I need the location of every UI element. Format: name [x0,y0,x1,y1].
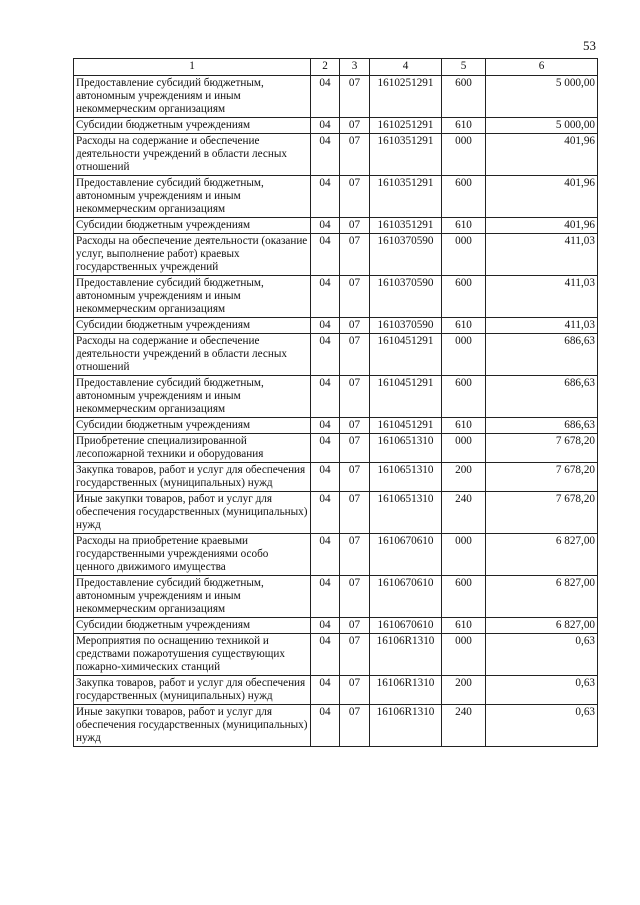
row-name: Предоставление субсидий бюджетным, автономным учреждениям и иным некоммерческим организациям [74,576,311,618]
row-name: Иные закупки товаров, работ и услуг для обеспечения государственных (муниципальных) нужд [74,705,311,747]
row-expense-type: 240 [442,492,486,534]
row-expense-type: 600 [442,76,486,118]
row-name: Предоставление субсидий бюджетным, автономным учреждениям и иным некоммерческим организациям [74,176,311,218]
table-row [74,434,598,463]
row-amount: 6 827,00 [486,534,598,576]
table-row [74,418,598,434]
table-row [74,676,598,705]
row-name: Иные закупки товаров, работ и услуг для обеспечения государственных (муниципальных) нужд [74,492,311,534]
row-amount: 686,63 [486,418,598,434]
row-target-article: 1610651310 [370,434,442,463]
row-amount: 7 678,20 [486,492,598,534]
row-subsection: 07 [340,376,370,418]
row-target-article: 16106R1310 [370,705,442,747]
row-amount: 411,03 [486,318,598,334]
row-name: Расходы на содержание и обеспечение деятельности учреждений в области лесных отношений [74,134,311,176]
row-subsection: 07 [340,463,370,492]
row-amount: 0,63 [486,634,598,676]
row-section: 04 [311,534,340,576]
row-expense-type: 240 [442,705,486,747]
row-name: Приобретение специализированной лесопожарной техники и оборудования [74,434,311,463]
row-expense-type: 000 [442,434,486,463]
row-target-article: 16106R1310 [370,634,442,676]
row-section: 04 [311,676,340,705]
row-section: 04 [311,118,340,134]
row-subsection: 07 [340,418,370,434]
row-target-article: 1610651310 [370,492,442,534]
row-target-article: 1610251291 [370,118,442,134]
row-subsection: 07 [340,534,370,576]
header-col-1: 1 [74,59,311,76]
row-target-article: 1610670610 [370,618,442,634]
header-col-5: 5 [442,59,486,76]
row-expense-type: 600 [442,376,486,418]
table-row [74,492,598,534]
page-number: 53 [583,38,596,53]
row-expense-type: 000 [442,234,486,276]
row-name: Расходы на обеспечение деятельности (оказание услуг, выполнение работ) краевых государственных учреждений [74,234,311,276]
row-name: Субсидии бюджетным учреждениям [74,218,311,234]
table-row [74,576,598,618]
header-col-4: 4 [370,59,442,76]
row-subsection: 07 [340,318,370,334]
row-section: 04 [311,634,340,676]
row-target-article: 1610351291 [370,218,442,234]
row-name: Расходы на содержание и обеспечение деятельности учреждений в области лесных отношений [74,334,311,376]
row-amount: 6 827,00 [486,576,598,618]
row-expense-type: 610 [442,118,486,134]
row-expense-type: 000 [442,334,486,376]
table-row [74,376,598,418]
row-section: 04 [311,618,340,634]
row-subsection: 07 [340,118,370,134]
row-name: Предоставление субсидий бюджетным, автономным учреждениям и иным некоммерческим организациям [74,376,311,418]
row-subsection: 07 [340,234,370,276]
row-target-article: 1610670610 [370,534,442,576]
row-name: Субсидии бюджетным учреждениям [74,618,311,634]
header-col-6: 6 [486,59,598,76]
table-row [74,534,598,576]
row-section: 04 [311,434,340,463]
header-col-3: 3 [340,59,370,76]
row-subsection: 07 [340,676,370,705]
row-expense-type: 610 [442,318,486,334]
row-target-article: 1610351291 [370,134,442,176]
row-amount: 686,63 [486,376,598,418]
row-section: 04 [311,376,340,418]
table-row [74,234,598,276]
table-row [74,318,598,334]
table-row [74,76,598,118]
row-section: 04 [311,276,340,318]
row-name: Субсидии бюджетным учреждениям [74,418,311,434]
row-name: Предоставление субсидий бюджетным, автономным учреждениям и иным некоммерческим организациям [74,276,311,318]
row-section: 04 [311,134,340,176]
row-subsection: 07 [340,276,370,318]
row-section: 04 [311,418,340,434]
row-section: 04 [311,705,340,747]
row-name: Мероприятия по оснащению техникой и средствами пожаротушения существующих пожарно-химических станций [74,634,311,676]
row-subsection: 07 [340,176,370,218]
row-expense-type: 610 [442,418,486,434]
row-subsection: 07 [340,76,370,118]
row-section: 04 [311,318,340,334]
table-row [74,176,598,218]
row-amount: 0,63 [486,705,598,747]
row-subsection: 07 [340,134,370,176]
row-target-article: 1610370590 [370,234,442,276]
row-section: 04 [311,492,340,534]
row-amount: 401,96 [486,134,598,176]
row-target-article: 1610651310 [370,463,442,492]
table-row [74,705,598,747]
row-subsection: 07 [340,618,370,634]
table-row [74,463,598,492]
row-subsection: 07 [340,492,370,534]
budget-table [73,58,598,747]
row-target-article: 1610370590 [370,318,442,334]
row-section: 04 [311,463,340,492]
row-expense-type: 610 [442,218,486,234]
row-name: Субсидии бюджетным учреждениям [74,318,311,334]
row-expense-type: 000 [442,134,486,176]
row-expense-type: 600 [442,176,486,218]
row-expense-type: 000 [442,534,486,576]
row-target-article: 1610451291 [370,376,442,418]
row-subsection: 07 [340,334,370,376]
table-row [74,634,598,676]
row-expense-type: 200 [442,463,486,492]
row-target-article: 16106R1310 [370,676,442,705]
row-amount: 401,96 [486,218,598,234]
table-row [74,276,598,318]
row-section: 04 [311,76,340,118]
row-amount: 686,63 [486,334,598,376]
row-section: 04 [311,176,340,218]
row-expense-type: 610 [442,618,486,634]
row-amount: 5 000,00 [486,118,598,134]
row-name: Закупка товаров, работ и услуг для обеспечения государственных (муниципальных) нужд [74,463,311,492]
row-expense-type: 600 [442,576,486,618]
header-col-2: 2 [311,59,340,76]
row-amount: 7 678,20 [486,434,598,463]
row-expense-type: 600 [442,276,486,318]
table-row [74,618,598,634]
row-section: 04 [311,576,340,618]
row-section: 04 [311,334,340,376]
table-header-row [74,59,598,76]
table-row [74,134,598,176]
row-subsection: 07 [340,218,370,234]
row-target-article: 1610451291 [370,334,442,376]
row-target-article: 1610370590 [370,276,442,318]
row-amount: 0,63 [486,676,598,705]
row-name: Расходы на приобретение краевыми государственными учреждениями особо ценного движимого имущества [74,534,311,576]
table-row [74,218,598,234]
table-row [74,334,598,376]
row-subsection: 07 [340,705,370,747]
row-expense-type: 000 [442,634,486,676]
row-target-article: 1610351291 [370,176,442,218]
row-amount: 7 678,20 [486,463,598,492]
row-target-article: 1610451291 [370,418,442,434]
row-target-article: 1610251291 [370,76,442,118]
row-amount: 411,03 [486,234,598,276]
row-subsection: 07 [340,434,370,463]
row-amount: 6 827,00 [486,618,598,634]
row-amount: 5 000,00 [486,76,598,118]
row-subsection: 07 [340,634,370,676]
row-amount: 401,96 [486,176,598,218]
row-section: 04 [311,218,340,234]
row-name: Предоставление субсидий бюджетным, автономным учреждениям и иным некоммерческим организациям [74,76,311,118]
row-expense-type: 200 [442,676,486,705]
row-name: Закупка товаров, работ и услуг для обеспечения государственных (муниципальных) нужд [74,676,311,705]
table-row [74,118,598,134]
row-amount: 411,03 [486,276,598,318]
row-target-article: 1610670610 [370,576,442,618]
row-subsection: 07 [340,576,370,618]
row-section: 04 [311,234,340,276]
row-name: Субсидии бюджетным учреждениям [74,118,311,134]
